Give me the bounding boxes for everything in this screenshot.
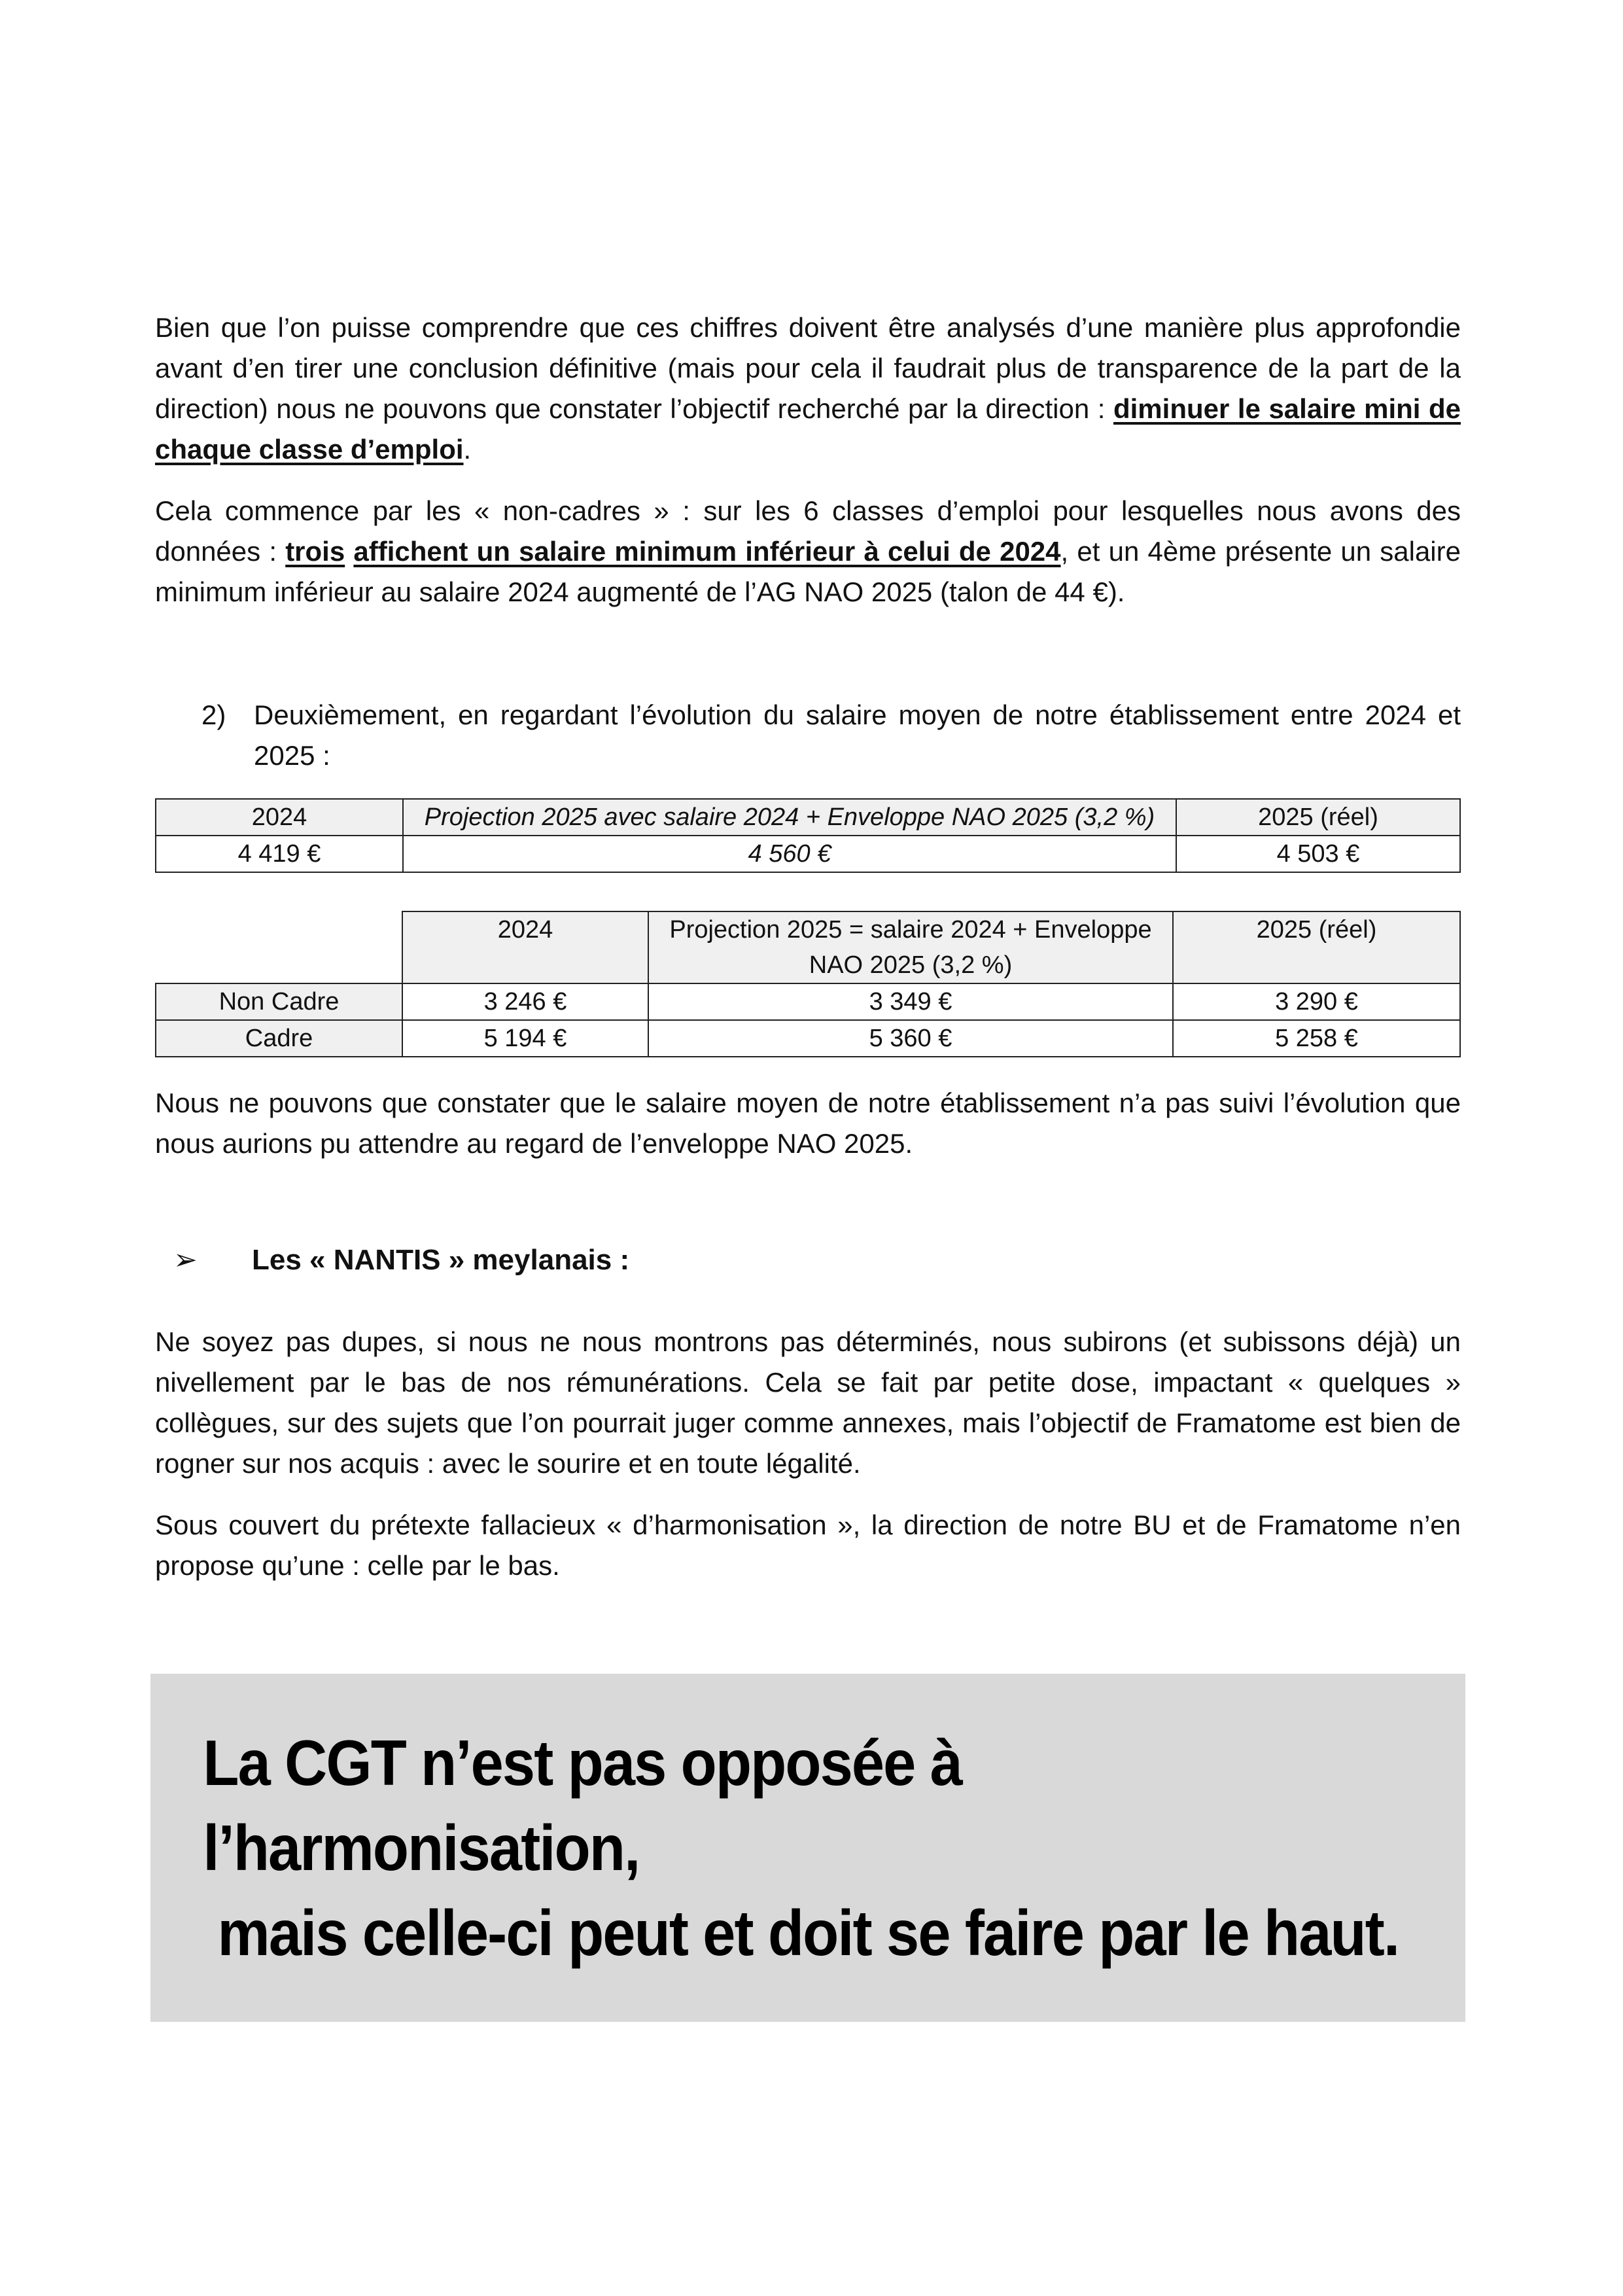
banner-line-1: La CGT n’est pas opposée à l’harmonisation, [203, 1727, 962, 1884]
paragraph-1-text: Bien que l’on puisse comprendre que ces chiffres doivent être analysés d’une manière plus approfondie avant d’en tirer une conclusion définitive (mais pour cela il faudrait plus de transparence de la part de la direction) nous ne pouvons que constater l’objectif recherché par la direction : [155, 312, 1461, 424]
table-row-label: Cadre [156, 1020, 402, 1057]
table-row [156, 836, 1460, 872]
paragraph-2-emphasis-1: trois [285, 536, 345, 567]
table-row [156, 1020, 1460, 1057]
table-header-row [156, 799, 1460, 836]
table-header-empty [156, 911, 402, 983]
section-heading [173, 1240, 629, 1280]
table-header-row [156, 911, 1460, 983]
section-title: Les « NANTIS » meylanais : [252, 1244, 630, 1276]
paragraph-2-text: Cela commence par les « non-cadres » : sur les 6 classes d’emploi pour lesquelles nous avons des données : [155, 495, 1461, 567]
item-number: 2) [201, 699, 226, 730]
table-row [156, 983, 1460, 1020]
table-header-cell: Projection 2025 avec salaire 2024 + Enveloppe NAO 2025 (3,2 %) [403, 799, 1176, 836]
paragraph-1-emphasis: diminuer le salaire mini de chaque classe d’emploi [155, 393, 1461, 465]
paragraph-2 [155, 491, 1461, 612]
arrow-bullet-icon: ➢ [173, 1244, 198, 1276]
paragraph-3: Nous ne pouvons que constater que le salaire moyen de notre établissement n’a pas suivi l’évolution que nous aurions pu attendre au regard de l’enveloppe NAO 2025. [155, 1087, 1461, 1159]
banner-line-2: mais celle-ci peut et doit se faire par le haut. [217, 1897, 1399, 1969]
table-header-cell: Projection 2025 = salaire 2024 + Enveloppe NAO 2025 (3,2 %) [648, 911, 1173, 983]
salary-table-1 [155, 798, 1461, 873]
table-cell: 5 258 € [1173, 1020, 1460, 1057]
table-cell: 4 419 € [156, 836, 403, 872]
paragraph-1-end: . [463, 434, 472, 465]
table-cell: 5 360 € [648, 1020, 1173, 1057]
table-cell: 5 194 € [402, 1020, 648, 1057]
paragraph-4: Ne soyez pas dupes, si nous ne nous montrons pas déterminés, nous subirons (et subissons déjà) un nivellement par le bas de nos rémunérations. Cela se fait par petite dose, impactant « quelques » collègues, sur des sujets que l’on pourrait juger comme annexes, mais l’objectif de Framatome est bien de rogner sur nos acquis : avec le sourire et en toute légalité. [155, 1326, 1461, 1479]
salary-table-2 [155, 911, 1461, 1057]
table-cell: 3 349 € [648, 983, 1173, 1020]
table-cell: 4 560 € [403, 836, 1176, 872]
cgt-banner [150, 1674, 1465, 2022]
table-cell: 4 503 € [1176, 836, 1460, 872]
paragraph-2-emphasis-2: affichent un salaire minimum inférieur à celui de 2024 [353, 536, 1061, 567]
numbered-item-2 [201, 695, 1461, 776]
table-header-cell: 2024 [402, 911, 648, 983]
table-cell: 3 290 € [1173, 983, 1460, 1020]
paragraph-2-end: , et un 4ème présente un salaire minimum inférieur au salaire 2024 augmenté de l’AG NAO 2025 (talon de 44 €). [155, 536, 1461, 607]
paragraph-1 [155, 308, 1461, 470]
item-text: Deuxièmement, en regardant l’évolution du salaire moyen de notre établissement entre 2024 et 2025 : [254, 699, 1461, 771]
table-header-cell: 2024 [156, 799, 403, 836]
table-row-label: Non Cadre [156, 983, 402, 1020]
paragraph-5: Sous couvert du prétexte fallacieux « d’harmonisation », la direction de notre BU et de Framatome n’en propose qu’une : celle par le bas. [155, 1510, 1461, 1581]
table-header-cell: 2025 (réel) [1173, 911, 1460, 983]
table-header-cell: 2025 (réel) [1176, 799, 1460, 836]
table-cell: 3 246 € [402, 983, 648, 1020]
